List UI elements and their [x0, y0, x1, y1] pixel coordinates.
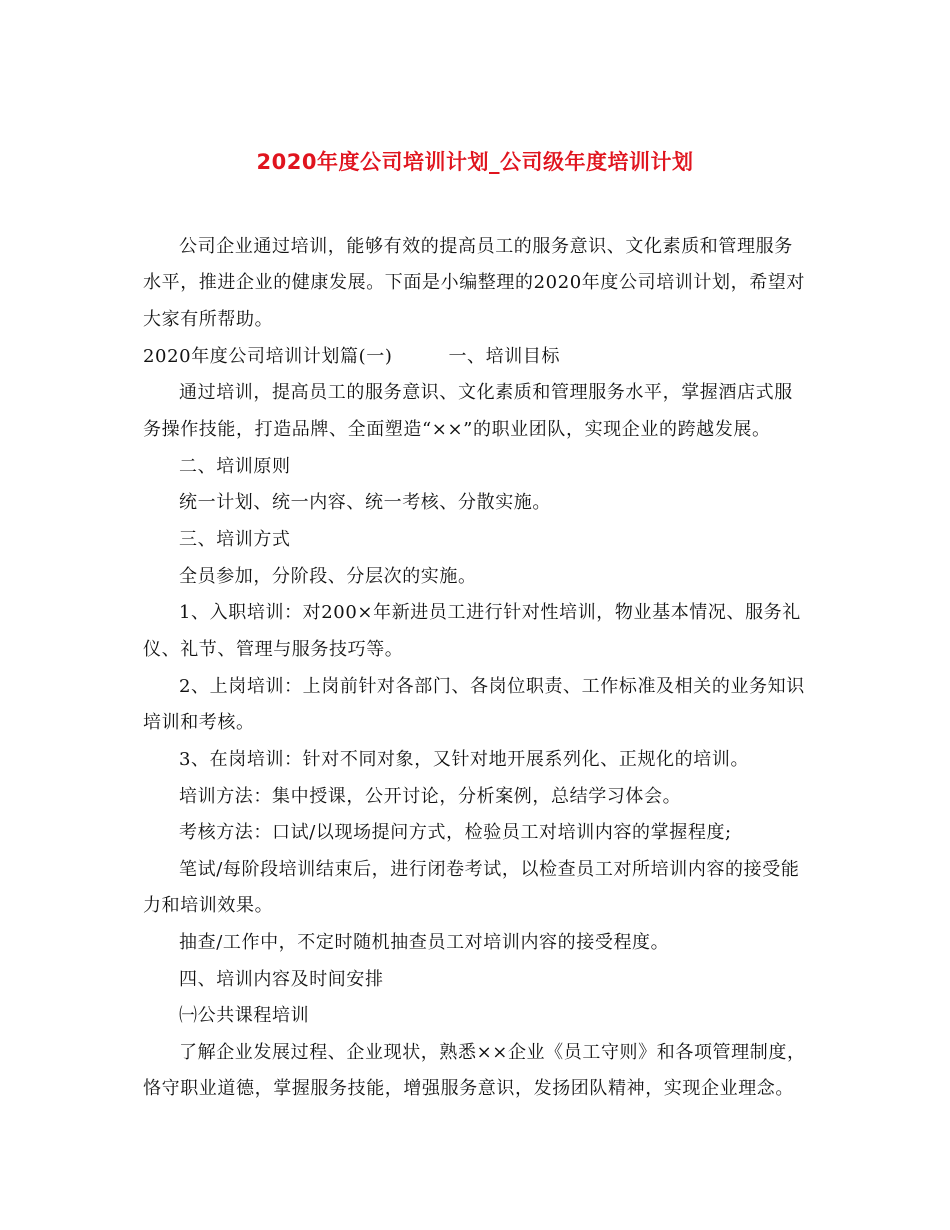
intro-line-3: 大家有所帮助。: [143, 309, 274, 330]
goal-line-2: 务操作技能，打造品牌、全面塑造“××”的职业团队，实现企业的跨越发展。: [143, 419, 771, 440]
spot-check-text: 抽查/工作中，不定时随机抽查员工对培训内容的接受程度。: [179, 932, 670, 953]
item3-text: 3、在岗培训：针对不同对象，又针对地开展系列化、正规化的培训。: [179, 749, 750, 770]
principle-heading: 二、培训原则: [179, 456, 291, 477]
method-heading: 三、培训方式: [179, 529, 291, 550]
written-test-line-1: 笔试/每阶段培训结束后，进行闭卷考试，以检查员工对所培训内容的接受能: [179, 859, 800, 880]
section-heading-row: [143, 345, 560, 369]
goal-line-1: 通过培训，提高员工的服务意识、文化素质和管理服务水平，掌握酒店式服: [179, 382, 793, 403]
document-title: 2020年度公司培训计划_公司级年度培训计划: [256, 150, 694, 174]
item1-line-1: 1、入职培训：对200×年新进员工进行针对性培训，物业基本情况、服务礼: [179, 602, 801, 623]
item2-line-1: 2、上岗培训：上岗前针对各部门、各岗位职责、工作标准及相关的业务知识: [179, 676, 805, 697]
item2-line-2: 培训和考核。: [143, 712, 255, 733]
public-course-line-1: 了解企业发展过程、企业现状，熟悉××企业《员工守则》和各项管理制度，: [179, 1042, 806, 1063]
intro-line-2: 水平，推进企业的健康发展。下面是小编整理的2020年度公司培训计划，希望对: [143, 272, 806, 293]
written-test-line-2: 力和培训效果。: [143, 895, 274, 916]
assessment-method-text: 考核方法：口试/以现场提问方式，检验员工对培训内容的掌握程度;: [179, 822, 732, 843]
principle-text: 统一计划、统一内容、统一考核、分散实施。: [179, 492, 551, 513]
public-course-heading: ㈠公共课程培训: [179, 1005, 310, 1026]
section-subheading: 一、培训目标: [448, 346, 561, 367]
public-course-line-2: 恪守职业道德，掌握服务技能，增强服务意识，发扬团队精神，实现企业理念。: [143, 1078, 794, 1099]
intro-line-1: 公司企业通过培训，能够有效的提高员工的服务意识、文化素质和管理服务: [179, 236, 793, 257]
training-method-text: 培训方法：集中授课，公开讨论，分析案例，总结学习体会。: [179, 786, 682, 807]
item1-line-2: 仪、礼节、管理与服务技巧等。: [143, 639, 404, 660]
content-heading: 四、培训内容及时间安排: [179, 969, 384, 990]
method-text: 全员参加，分阶段、分层次的实施。: [179, 566, 477, 587]
section-heading: 2020年度公司培训计划篇(一): [143, 346, 393, 367]
